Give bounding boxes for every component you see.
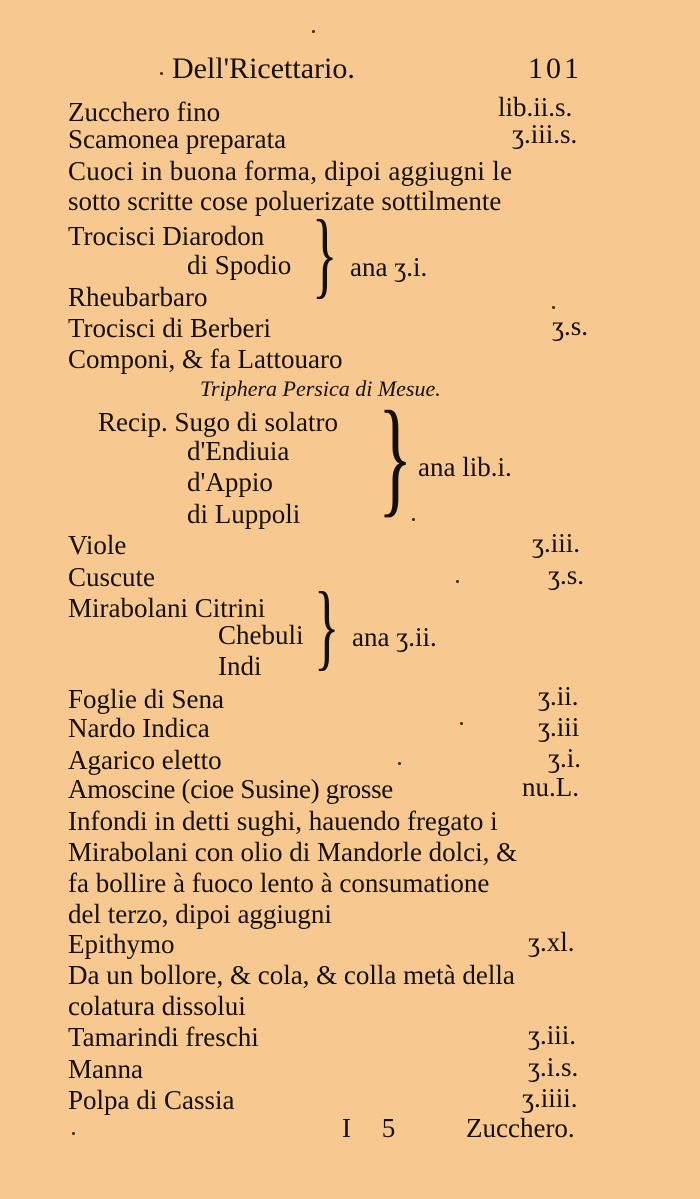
catchword: Zucchero. (466, 1113, 575, 1143)
ink-speck (160, 72, 163, 75)
qty-23: nu.L. (522, 772, 579, 802)
line-19: Indi (218, 651, 262, 681)
line-11: Recip. Sugo di solatro (98, 407, 338, 437)
qty-21: ʒ.iii (538, 712, 580, 742)
ink-speck (72, 1132, 75, 1135)
group-sughi-qty: ana lib.i. (418, 452, 512, 482)
qty-33: ʒ.iiii. (522, 1083, 578, 1113)
line-16: Cuscute (68, 562, 155, 592)
line-30: colatura dissolui (68, 991, 246, 1021)
ink-speck (460, 722, 463, 725)
ink-speck (456, 580, 459, 583)
qty-2: ʒ.iii.s. (512, 119, 578, 149)
ink-speck (312, 30, 315, 33)
qty-31: ʒ.iii. (528, 1020, 576, 1050)
qty-1: lib.ii.s. (498, 92, 573, 122)
qty-32: ʒ.i.s. (528, 1052, 579, 1082)
signature-mark: I 5 (342, 1113, 396, 1143)
line-31: Tamarindi freschi (68, 1022, 259, 1052)
recipe-title: Triphera Persica di Mesue. (200, 376, 441, 401)
line-2: Scamonea preparata (68, 124, 287, 154)
line-14: di Luppoli (187, 499, 301, 529)
line-7: Rheubarbaro (68, 282, 208, 312)
qty-20: ʒ.ii. (538, 681, 579, 711)
line-26: fa bollire à fuoco lento à consumatione (68, 868, 490, 898)
line-1: Zucchero fino (68, 97, 221, 127)
line-8: Trocisci di Berberi (68, 313, 271, 343)
page-number: 101 (528, 52, 582, 85)
line-22: Agarico eletto (68, 745, 222, 775)
line-3: Cuoci in buona forma, dipoi aggiugni le (68, 156, 513, 186)
line-6: di Spodio (187, 250, 292, 280)
brace-sughi: } (378, 385, 413, 529)
group-trocisci-qty: ana ʒ.i. (350, 252, 428, 282)
line-21: Nardo Indica (68, 713, 210, 743)
line-4: sotto scritte cose poluerizate sottilmente (68, 186, 502, 216)
group-mirabolani-qty: ana ʒ.ii. (352, 622, 437, 652)
line-24: Infondi in detti sughi, hauendo fregato i (68, 806, 498, 836)
ink-speck (398, 762, 401, 765)
running-title: Dell'Ricettario. (172, 52, 355, 85)
line-32: Manna (68, 1054, 143, 1084)
line-12: d'Endiuia (187, 436, 290, 466)
line-20: Foglie di Sena (68, 684, 224, 714)
line-29: Da un bollore, & cola, & colla metà della (68, 960, 515, 990)
line-23: Amoscine (cioe Susine) grosse (68, 774, 393, 804)
line-33: Polpa di Cassia (68, 1085, 235, 1115)
qty-8: ʒ.s. (552, 311, 588, 341)
line-18: Chebuli (218, 620, 304, 650)
ink-speck (412, 518, 415, 521)
line-13: d'Appio (187, 467, 273, 497)
line-15: Viole (68, 530, 127, 560)
line-25: Mirabolani con olio di Mandorle dolci, & (68, 837, 518, 867)
qty-22: ʒ.i. (548, 743, 581, 773)
line-9: Componi, & fa Lattouaro (68, 344, 343, 374)
line-5: Trocisci Diarodon (68, 221, 265, 251)
line-28: Epithymo (68, 929, 175, 959)
line-17: Mirabolani Citrini (68, 593, 266, 623)
qty-15: ʒ.iii. (532, 528, 580, 558)
line-27: del terzo, dipoi aggiugni (68, 899, 332, 929)
brace-trocisci: } (312, 200, 338, 307)
ink-speck (552, 306, 555, 309)
qty-16: ʒ.s. (548, 560, 584, 590)
qty-28: ʒ.xl. (528, 927, 575, 957)
brace-mirabolani: } (314, 572, 340, 679)
